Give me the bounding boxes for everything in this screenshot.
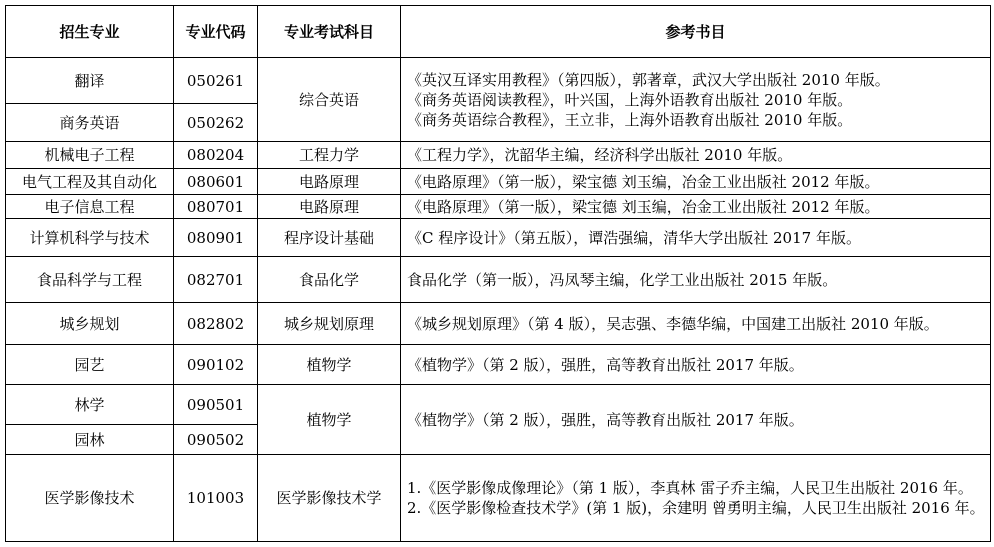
major-cell: 电子信息工程 xyxy=(6,195,174,219)
book-line: 《英汉互译实用教程》（第四版），郭著章，武汉大学出版社 2010 年版。 xyxy=(407,70,890,89)
books-cell xyxy=(401,169,991,195)
table-row xyxy=(6,257,991,303)
book-line: 《电路原理》（第一版），梁宝德 刘玉编，冶金工业出版社 2012 年版。 xyxy=(407,197,880,216)
header-major: 招生专业 xyxy=(6,6,174,58)
major-cell: 商务英语 xyxy=(6,104,174,142)
major-cell: 食品科学与工程 xyxy=(6,257,174,303)
code-cell: 082802 xyxy=(174,303,258,345)
table-row xyxy=(6,219,991,257)
subject-cell: 综合英语 xyxy=(258,58,401,142)
book-line: 《工程力学》，沈韶华主编，经济科学出版社 2010 年版。 xyxy=(407,146,793,164)
major-cell: 机械电子工程 xyxy=(6,142,174,169)
book-line: 食品化学（第一版），冯凤琴主编，化学工业出版社 2015 年版。 xyxy=(407,270,838,289)
books-cell xyxy=(401,142,991,169)
major-cell: 城乡规划 xyxy=(6,303,174,345)
books-cell xyxy=(401,195,991,219)
subject-cell: 程序设计基础 xyxy=(258,219,401,257)
exam-reference-table xyxy=(5,5,991,542)
code-cell: 080701 xyxy=(174,195,258,219)
code-cell: 090102 xyxy=(174,345,258,385)
books-cell xyxy=(401,455,991,542)
subject-cell: 电路原理 xyxy=(258,169,401,195)
table-row xyxy=(6,142,991,169)
book-line: 《植物学》（第 2 版），强胜，高等教育出版社 2017 年版。 xyxy=(407,355,804,374)
book-line: 《商务英语阅读教程》，叶兴国，上海外语教育出版社 2010 年版。 xyxy=(407,90,853,109)
subject-cell: 工程力学 xyxy=(258,142,401,169)
books-cell xyxy=(401,385,991,455)
table-row xyxy=(6,455,991,542)
book-line: 2.《医学影像检查技术学》(第 1 版)，余建明 曾勇明主编，人民卫生出版社 2016 年。 xyxy=(407,499,985,517)
book-line: 《C 程序设计》（第五版），谭浩强编，清华大学出版社 2017 年版。 xyxy=(407,228,861,247)
books-cell xyxy=(401,58,991,142)
book-line: 《植物学》（第 2 版），强胜，高等教育出版社 2017 年版。 xyxy=(407,410,804,429)
subject-cell: 植物学 xyxy=(258,385,401,455)
code-cell: 082701 xyxy=(174,257,258,303)
code-cell: 080901 xyxy=(174,219,258,257)
table-row xyxy=(6,345,991,385)
subject-cell: 植物学 xyxy=(258,345,401,385)
book-line: 《城乡规划原理》（第 4 版），吴志强、李德华编，中国建工出版社 2010 年版。 xyxy=(407,314,939,333)
subject-cell: 食品化学 xyxy=(258,257,401,303)
code-cell: 050262 xyxy=(174,104,258,142)
header-code: 专业代码 xyxy=(174,6,258,58)
header-books: 参考书目 xyxy=(401,6,991,58)
code-cell: 090502 xyxy=(174,425,258,455)
books-cell xyxy=(401,303,991,345)
books-cell xyxy=(401,219,991,257)
book-line: 《电路原理》（第一版），梁宝德 刘玉编，冶金工业出版社 2012 年版。 xyxy=(407,172,880,191)
subject-cell: 电路原理 xyxy=(258,195,401,219)
table-row xyxy=(6,58,991,104)
major-cell: 园艺 xyxy=(6,345,174,385)
code-cell: 080204 xyxy=(174,142,258,169)
book-line: 1.《医学影像成像理论》（第 1 版），李真林 雷子乔主编，人民卫生出版社 2016 年。 xyxy=(407,479,973,497)
header-row xyxy=(6,6,991,58)
table-row xyxy=(6,303,991,345)
books-cell xyxy=(401,257,991,303)
major-cell: 园林 xyxy=(6,425,174,455)
major-cell: 计算机科学与技术 xyxy=(6,219,174,257)
major-cell: 翻译 xyxy=(6,58,174,104)
table-row xyxy=(6,195,991,219)
books-cell xyxy=(401,345,991,385)
code-cell: 080601 xyxy=(174,169,258,195)
subject-cell: 城乡规划原理 xyxy=(258,303,401,345)
major-cell: 电气工程及其自动化 xyxy=(6,169,174,195)
header-subject: 专业考试科目 xyxy=(258,6,401,58)
table-row xyxy=(6,169,991,195)
subject-cell: 医学影像技术学 xyxy=(258,455,401,542)
major-cell: 林学 xyxy=(6,385,174,425)
book-line: 《商务英语综合教程》，王立非，上海外语教育出版社 2010 年版。 xyxy=(407,110,853,129)
code-cell: 090501 xyxy=(174,385,258,425)
major-cell: 医学影像技术 xyxy=(6,455,174,542)
code-cell: 050261 xyxy=(174,58,258,104)
code-cell: 101003 xyxy=(174,455,258,542)
table-row xyxy=(6,385,991,425)
